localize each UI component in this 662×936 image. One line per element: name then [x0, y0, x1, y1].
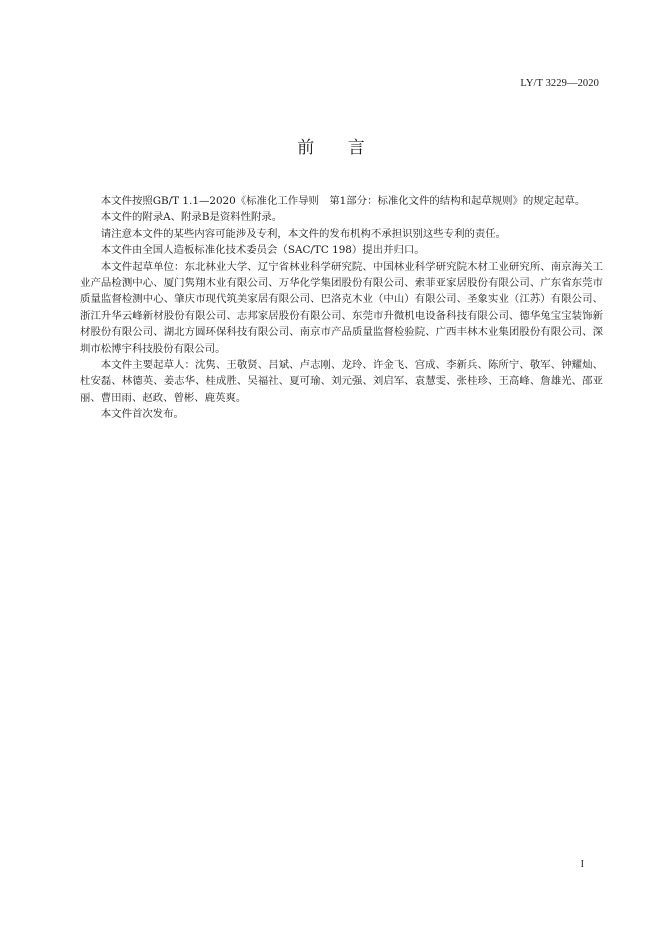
paragraph-drafting-units: 本文件起草单位：东北林业大学、辽宁省林业科学研究院、中国林业科学研究院木材工业研究所、南京海关工业产品检测中心、厦门隽翔木业有限公司、万华化学集团股份有限公司、索菲亚家居股份有限公司、广东省东莞市质量监督检测中心、肇庆市现代筑美家居有限公司、巴洛克木业（中山）有限公司、圣象实业（江苏）有限公司、浙江升华云峰新材股份有限公司、志邦家居股份有限公司、东莞市升微机电设备科技有限公司、德华兔宝宝装饰新材股份有限公司、湖北方圆环保科技有限公司、南京市产品质量监督检验院、广西丰林木业集团股份有限公司、深圳市松博宇科技股份有限公司。 [80, 260, 603, 355]
paragraph-drafting-rules: 本文件按照GB/T 1.1—2020《标准化工作导则 第1部分：标准化文件的结构和起草规则》的规定起草。 [100, 195, 586, 207]
standard-number: LY/T 3229—2020 [520, 78, 599, 89]
page-title: 前 言 [297, 138, 379, 158]
paragraph-appendix: 本文件的附录A、附录B是资料性附录。 [100, 211, 283, 224]
page-number: I [580, 859, 584, 870]
paragraph-first-release: 本文件首次发布。 [100, 408, 184, 421]
paragraph-committee: 本文件由全国人造板标准化技术委员会（SAC/TC 198）提出并归口。 [100, 244, 425, 257]
paragraph-patent-notice: 请注意本文件的某些内容可能涉及专利，本文件的发布机构不承担识别这些专利的责任。 [100, 227, 507, 240]
paragraph-drafters: 本文件主要起草人：沈隽、王敬贤、吕斌、卢志刚、龙玲、许金飞、宫成、李新兵、陈所宁、敬军、钟耀灿、杜安磊、林德英、姜志华、桂成胜、吴福社、夏可瑜、刘元强、刘启军、袁慧雯、张桂珍、王高峰、詹雄光、邵亚丽、曹田雨、赵政、曾彬、鹿英爽。 [80, 359, 603, 404]
foreword-body [80, 193, 603, 423]
